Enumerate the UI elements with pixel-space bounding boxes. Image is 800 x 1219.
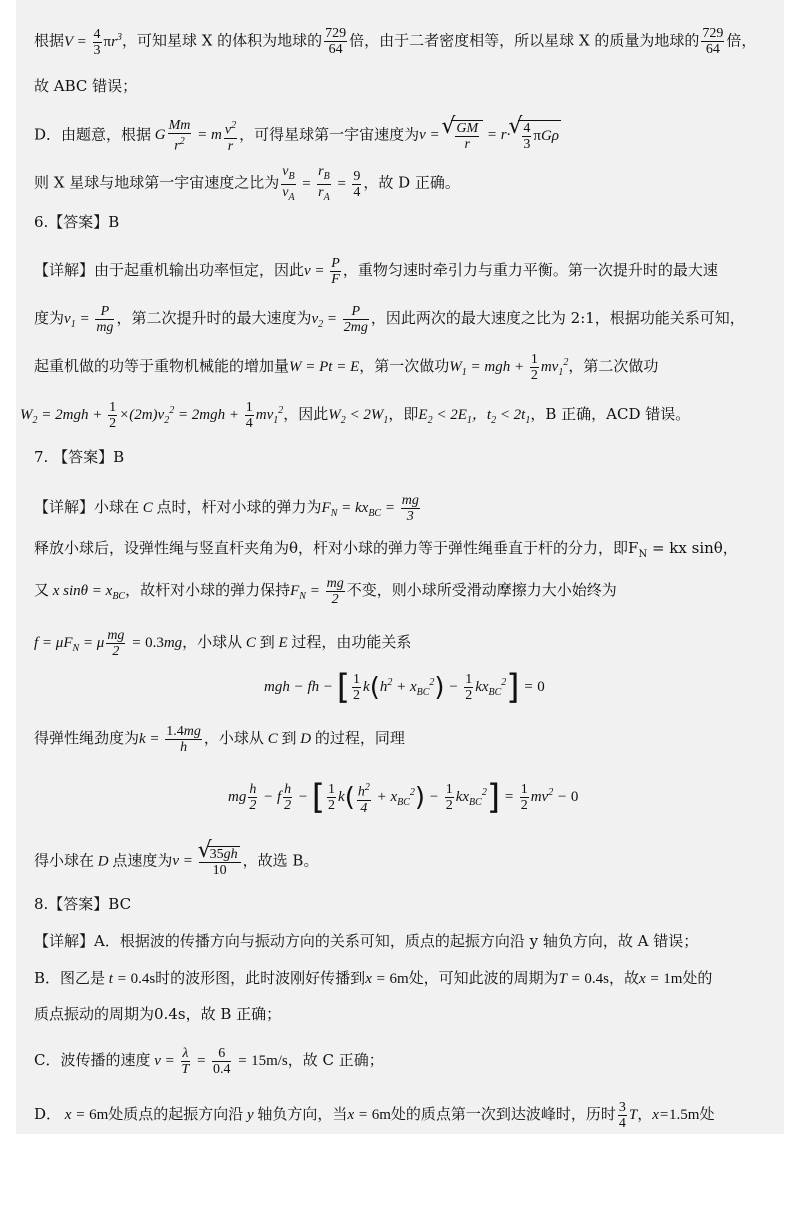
text: 根据	[34, 31, 65, 50]
text-line: D． x = 6m处质点的起振方向沿 y 轴负方向，当x = 6m处的质点第一次到达波峰时，历时 $\frac{3}{4}$ T，x=1.5m处	[34, 1100, 715, 1131]
text: 的过程，同理	[314, 728, 405, 747]
text-line	[20, 400, 690, 431]
text: 得弹性绳劲度为	[34, 728, 140, 747]
text: 【详解】小球在	[34, 497, 140, 516]
answer-heading: 7. 【答案】B	[34, 448, 125, 466]
formula-gravity: G $\frac{Mm}{r^2}$ = m $\frac{v^2}{r}$	[151, 118, 237, 154]
text-line: $f = \mu F_N = \mu$ $\frac{mg}{2}$ = 0.3mg，小球从 C 到 E 过程，由功能关系	[34, 628, 412, 659]
text: 度为	[34, 308, 65, 327]
text: ，可得星球第一宇宙速度为	[239, 125, 420, 144]
text: 过程，由功能关系	[291, 632, 412, 651]
equation: mg $\frac{h}{2}$ − f $\frac{h}{2}$ − [ $\frac{1}{2}$ k( $\frac{h^2}{4}$ + $x_{BC}^2$) − $\frac{1}{2}$ $kx_{BC}^2$] = $\frac{1}{2}$ $mv^2 - 0$	[228, 777, 579, 818]
text-line	[34, 256, 718, 287]
text: ，小球从	[182, 632, 243, 651]
text: 质点振动的周期为	[34, 1005, 155, 1023]
formula: k = $\frac{1.4mg}{h}$	[139, 724, 201, 755]
text-line: C．波传播的速度 v = $\frac{\lambda}{T}$ = $\frac{6}{0.4}$ = 15m/s，故 C 正确；	[34, 1046, 384, 1077]
formula: $W_2 < 2W_1$	[328, 406, 389, 426]
text: ，故杆对小球的弹力保持	[125, 580, 291, 599]
text: 点时，杆对小球的弹力为	[156, 497, 322, 516]
text: 处的	[682, 969, 713, 987]
formula: $v_2$ = $\frac{P}{2mg}$	[311, 304, 368, 335]
text-line	[34, 576, 617, 607]
text-line: 故 ABC 错误；	[34, 77, 138, 95]
text: 轴负方向，当	[257, 1104, 348, 1123]
text: ，第二次做功	[568, 356, 659, 375]
text: = kx sinθ，	[647, 539, 738, 557]
text: ，因此两次的最大速度之比为 2:1，根据功能关系可知，	[370, 308, 745, 327]
text-line: 得弹性绳劲度为k = $\frac{1.4mg}{h}$ ，小球从 C 到 D 的过程，同理	[34, 724, 405, 755]
text: 又	[34, 580, 50, 599]
text-line: 【详解】A．根据波的传播方向与振动方向的关系可知，质点的起振方向沿 y 轴负方向，故 A 错误；	[34, 932, 699, 950]
fraction: $\frac{729}{64}$	[325, 26, 347, 57]
text-line	[34, 352, 658, 383]
text: D．由题意，根据	[34, 125, 152, 144]
formula: W = Pt = E	[289, 358, 360, 375]
text-line	[34, 164, 460, 205]
text-line: 【详解】小球在 C 点时，杆对小球的弹力为$F_N = kx_{BC}$ = $\frac{mg}{3}$	[34, 493, 422, 524]
text: ，因此	[283, 404, 329, 423]
text-line	[34, 304, 745, 335]
text: 不变，则小球所受滑动摩擦力大小始终为	[346, 580, 617, 599]
formula: v = √ $\frac{35gh}{10}$	[172, 853, 242, 869]
text: ，第一次做功	[359, 356, 450, 375]
text: 起重机做的功等于重物机械能的增加量	[34, 356, 290, 375]
text: 时的波形图，此时波刚好传播到	[155, 969, 366, 987]
text: ，故	[608, 969, 639, 987]
text-line: B．图乙是 t = 0.4s时的波形图，此时波刚好传播到x = 6m处，可知此波的周期为T = 0.4s，故x = 1m处的	[34, 969, 713, 987]
text: ，故 C 正确；	[287, 1050, 384, 1069]
text-line	[34, 26, 756, 58]
text: ，故 D 正确。	[363, 173, 460, 192]
text: 点速度为	[112, 851, 173, 870]
text-line	[34, 118, 561, 154]
text: ，故选 B。	[242, 851, 319, 870]
text-line: 得小球在 D 点速度为v = √ $\frac{35gh}{10}$ ，故选 B。	[34, 846, 318, 878]
formula: $W_1$ = mgh + $\frac{1}{2}$ $mv_1^2$	[449, 352, 569, 383]
text: 到	[259, 632, 275, 651]
text: 则 X 星球与地球第一宇宙速度之比为	[34, 173, 280, 192]
formula: $F_N = kx_{BC}$ = $\frac{mg}{3}$	[321, 493, 419, 524]
text: 处质点的起振方向沿	[108, 1104, 244, 1123]
equation: mgh − fh − [ $\frac{1}{2}$ $k(h^2 + x_{BC}^2)$ − $\frac{1}{2}$ $kx_{BC}^2] = 0$	[264, 667, 545, 708]
text: B．图乙是	[34, 969, 106, 987]
formula-volume: V = $\frac{4}{3}$ $\pi r^3$	[64, 26, 122, 58]
text-line: 释放小球后，设弹性绳与竖直杆夹角为θ，杆对小球的弹力等于弹性绳垂直于杆的分力，即$F_N$ = kx sinθ，	[34, 539, 738, 560]
text: C．波传播的速度	[34, 1050, 151, 1069]
text: ，	[637, 1104, 653, 1123]
formula: $F_N$ = $\frac{mg}{2}$	[290, 576, 344, 607]
text: ，重物匀速时牵引力与重力平衡。第一次提升时的最大速	[342, 260, 718, 279]
text: 处	[699, 1104, 715, 1123]
formula: $W_2 = 2mgh$ + $\frac{1}{2}$ $\times(2m)v_2^2 = 2mgh$ + $\frac{1}{4}$ $mv_1^2$	[20, 400, 284, 431]
text: ，第二次提升时的最大速度为	[116, 308, 312, 327]
text: ，B 正确，ACD 错误。	[530, 404, 691, 423]
formula: v = $\frac{P}{F}$	[304, 256, 340, 287]
text: 得小球在	[34, 851, 95, 870]
formula: $v_1$ = $\frac{P}{mg}$	[64, 304, 114, 335]
formula: $E_2 < 2E_1$，$t_2 < 2t_1$	[418, 406, 531, 426]
answer-heading: 8.【答案】BC	[34, 895, 132, 913]
formula: $f = \mu F_N = \mu$ $\frac{mg}{2}$ = 0.3mg	[34, 628, 183, 659]
text-line	[34, 1004, 281, 1024]
formula: x $\sin\theta = x_{BC}$	[49, 582, 126, 602]
text: 到	[281, 728, 297, 747]
text: 释放小球后，设弹性绳与竖直杆夹角为θ，杆对小球的弹力等于弹性绳垂直于杆的分力，即F	[34, 539, 639, 557]
text: 倍，	[726, 31, 757, 50]
text: ，小球从	[203, 728, 264, 747]
text: 【详解】由于起重机输出功率恒定，因此	[34, 260, 305, 279]
text: ，可知星球 X 的体积为地球的	[121, 31, 323, 50]
fraction: $\frac{729}{64}$	[702, 26, 724, 57]
text: 倍，由于二者密度相等，所以星球 X 的质量为地球的	[349, 31, 700, 50]
text: 处的质点第一次到达波峰时，历时	[390, 1104, 616, 1123]
answer-heading: 6.【答案】B	[34, 213, 120, 231]
document-page	[16, 0, 784, 1134]
text: ，故 B 正确；	[185, 1005, 282, 1023]
formula-first-cosmic-velocity: v = √ $\frac{GM}{r}$ = r· √ $\frac{4}{3}$ πGρ	[419, 127, 561, 143]
text: 处，可知此波的周期为	[408, 969, 559, 987]
text: D．	[34, 1104, 62, 1123]
text: ，即	[388, 404, 419, 423]
formula-velocity-ratio: $\frac{v_B}{v_A}$ = $\frac{r_B}{r_A}$ = $\frac{9}{4}$	[282, 164, 361, 203]
text: 0.4s	[154, 1005, 186, 1023]
